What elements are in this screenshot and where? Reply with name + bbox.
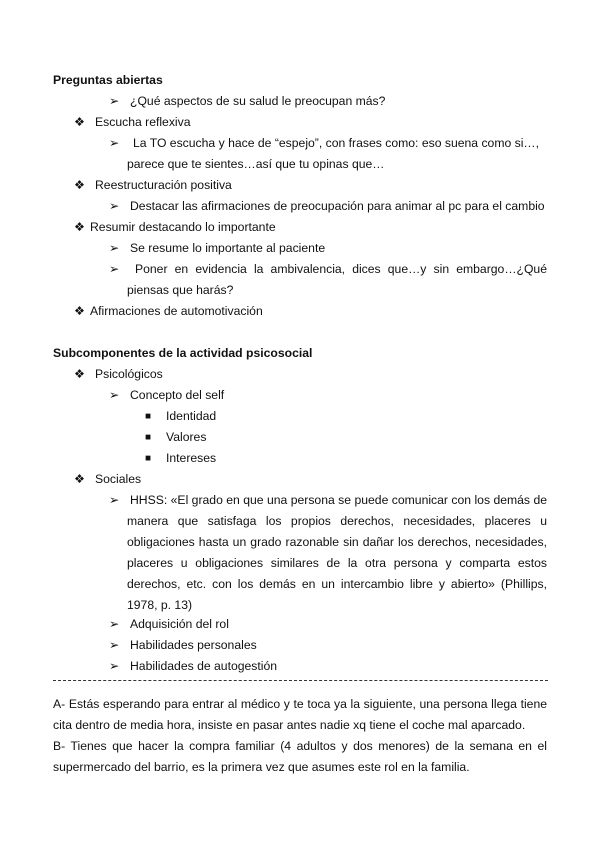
list-item: La TO escucha y hace de “espejo”, con frases como: eso suena como si…, — [133, 136, 540, 150]
diamond-bullet-icon: ❖ — [74, 304, 85, 318]
list-item: Poner en evidencia la ambivalencia, dices que…y sin embargo…¿Qué piensas que harás? — [127, 262, 547, 297]
arrow-bullet-icon: ➢ — [109, 199, 120, 213]
list-item: ¿Qué aspectos de su salud le preocupan más? — [130, 94, 386, 108]
list-item: Identidad — [166, 409, 217, 423]
list-item: Habilidades de autogestión — [130, 659, 278, 673]
dashed-separator — [53, 680, 548, 681]
list-item: Resumir destacando lo importante — [90, 220, 276, 234]
arrow-bullet-icon: ➢ — [109, 493, 120, 507]
arrow-bullet-icon: ➢ — [109, 638, 120, 652]
diamond-bullet-icon: ❖ — [74, 115, 85, 129]
case-b-paragraph: B- Tienes que hacer la compra familiar (4 adultos y dos menores) de la semana en el supermercado del barrio, es la primera vez que asumes este rol en la familia. — [53, 739, 547, 774]
list-item: Psicológicos — [95, 367, 163, 381]
diamond-bullet-icon: ❖ — [74, 367, 85, 381]
list-item: Afirmaciones de automotivación — [90, 304, 263, 318]
arrow-bullet-icon: ➢ — [109, 94, 120, 108]
arrow-bullet-icon: ➢ — [109, 659, 120, 673]
arrow-bullet-icon: ➢ — [109, 388, 120, 402]
arrow-bullet-icon: ➢ — [109, 262, 120, 276]
list-item: Escucha reflexiva — [95, 115, 191, 129]
diamond-bullet-icon: ❖ — [74, 178, 85, 192]
list-item: Reestructuración positiva — [95, 178, 232, 192]
arrow-bullet-icon: ➢ — [109, 136, 120, 150]
diamond-bullet-icon: ❖ — [74, 220, 85, 234]
arrow-bullet-icon: ➢ — [109, 617, 120, 631]
list-item: HHSS: «El grado en que una persona se puede comunicar con los demás de manera que satisfaga los propios derechos, necesidades, placeres u obligaciones hasta un grado razonable sin dañar los derechos, necesidades, placeres u obligaciones similares de la otra persona y comparta estos derechos, etc. con los demás en un intercambio libre y abierto» (Phillips, 1978, p. 13) — [127, 493, 547, 612]
heading-subcomponentes: Subcomponentes de la actividad psicosocial — [53, 346, 313, 360]
heading-preguntas-abiertas: Preguntas abiertas — [53, 73, 163, 87]
list-item: Se resume lo importante al paciente — [130, 241, 326, 255]
square-bullet-icon: ■ — [145, 453, 152, 464]
list-item: Sociales — [95, 472, 142, 486]
list-item: Valores — [166, 430, 207, 444]
list-item: Concepto del self — [130, 388, 225, 402]
square-bullet-icon: ■ — [145, 411, 152, 422]
diamond-bullet-icon: ❖ — [74, 472, 85, 486]
list-item: Intereses — [166, 451, 217, 465]
square-bullet-icon: ■ — [145, 432, 152, 443]
case-a-paragraph: A- Estás esperando para entrar al médico y te toca ya la siguiente, una persona llega tiene cita dentro de media hora, insiste en pasar antes nadie xq tiene el coche mal aparcado. — [53, 697, 547, 732]
arrow-bullet-icon: ➢ — [109, 241, 120, 255]
list-item: Habilidades personales — [130, 638, 257, 652]
list-item: Destacar las afirmaciones de preocupación para animar al pc para el cambio — [130, 199, 545, 213]
list-item-continuation: parece que te sientes…así que tu opinas que… — [127, 157, 385, 171]
list-item: Adquisición del rol — [130, 617, 229, 631]
